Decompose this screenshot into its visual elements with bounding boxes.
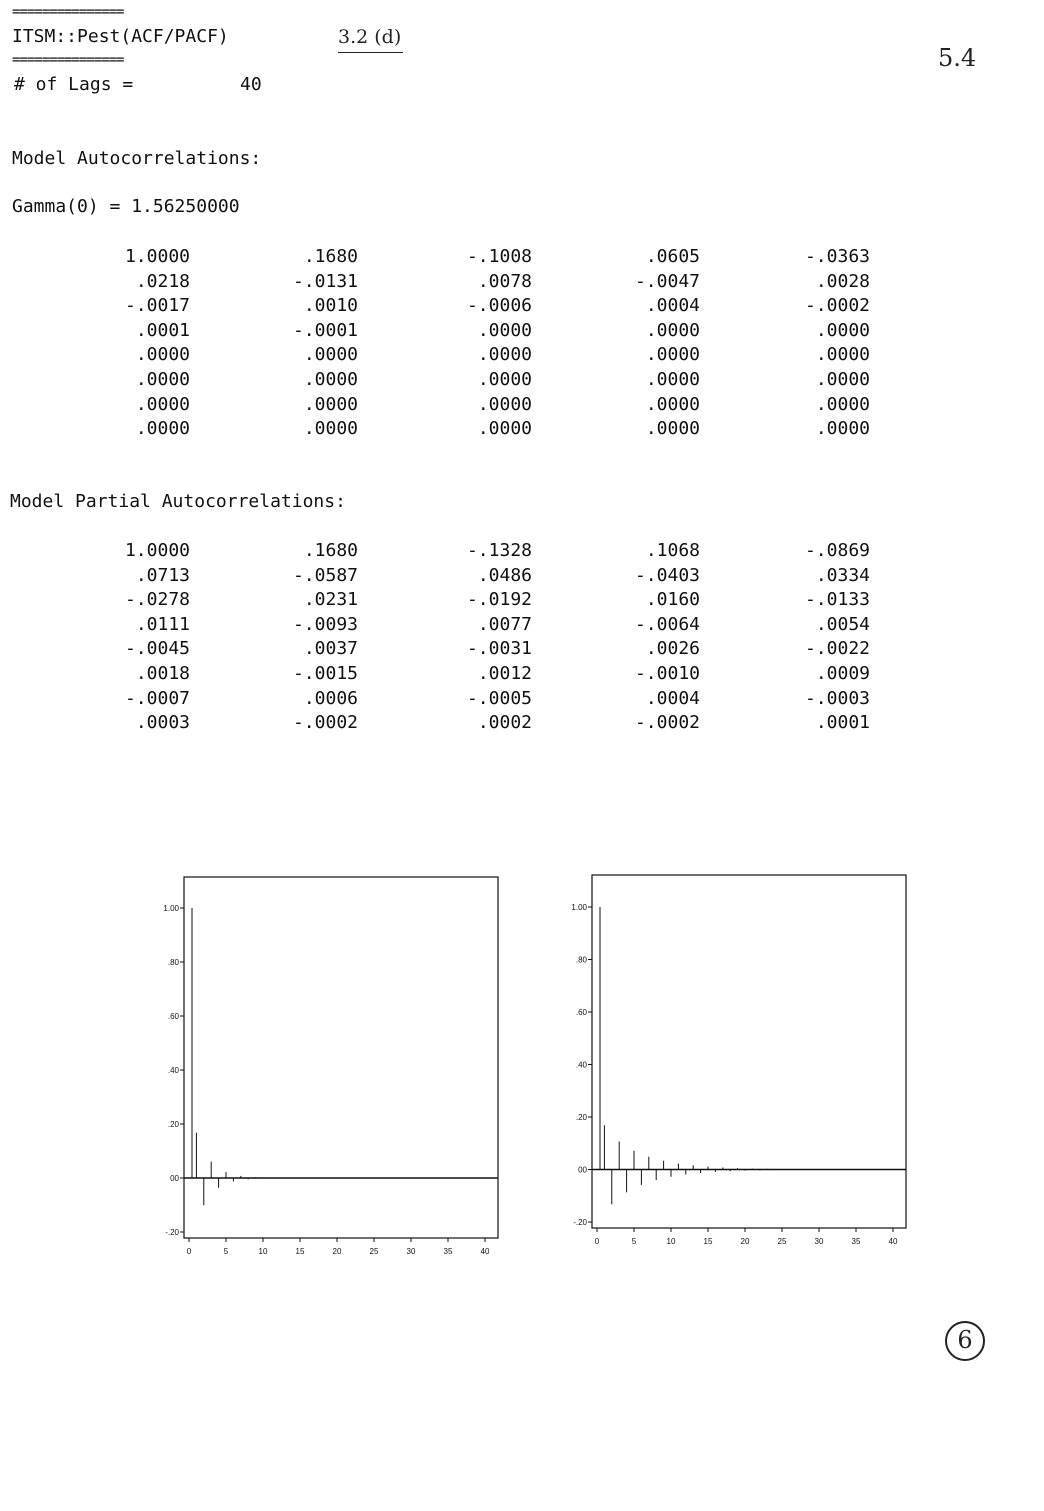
pacf-cell: -.0093 <box>292 613 358 635</box>
acf-cell: .0000 <box>815 319 870 341</box>
acf-cell: .0218 <box>135 270 190 292</box>
acf-row <box>60 245 880 270</box>
pacf-row <box>60 662 880 687</box>
pacf-cell: -.1328 <box>466 540 532 561</box>
acf-cell: -.0001 <box>292 319 358 341</box>
y-tick-label: .20 <box>575 1113 587 1122</box>
y-tick-label: .20 <box>167 1120 179 1129</box>
pacf-cell: -.0045 <box>124 638 190 660</box>
y-tick-label: -.20 <box>165 1228 179 1237</box>
pacf-cell: .0486 <box>477 564 532 586</box>
x-tick-label: 5 <box>631 1237 637 1246</box>
pacf-cell: .0003 <box>135 712 190 734</box>
y-tick-label: 00 <box>578 1165 587 1175</box>
y-tick-label: .60 <box>575 1008 587 1017</box>
x-tick-label: 25 <box>369 1247 379 1256</box>
x-tick-label: 20 <box>740 1237 750 1246</box>
acf-table <box>60 245 880 442</box>
acf-cell: .0000 <box>815 368 870 390</box>
pacf-cell: .0001 <box>815 712 870 734</box>
lags-value: 40 <box>240 74 262 95</box>
pacf-cell: .0026 <box>645 638 700 660</box>
pacf-cell: .0334 <box>815 564 870 586</box>
x-tick-label: 35 <box>851 1237 861 1246</box>
header-rule-bottom: =============== <box>12 52 124 68</box>
header-rule-top: =============== <box>12 4 124 20</box>
pacf-cell: -.0278 <box>124 589 190 611</box>
acf-cell: .0000 <box>303 344 358 366</box>
page-number: 6 <box>945 1321 985 1361</box>
acf-chart <box>140 868 510 1258</box>
acf-cell: .0000 <box>135 393 190 415</box>
x-tick-label: 0 <box>186 1247 192 1256</box>
acf-cell: .0000 <box>477 393 532 415</box>
pacf-cell: -.0403 <box>634 564 700 586</box>
pacf-cell: .0006 <box>303 687 358 709</box>
acf-row <box>60 417 880 442</box>
pacf-cell: -.0002 <box>634 712 700 734</box>
x-tick-label: 15 <box>703 1237 713 1246</box>
pacf-cell: -.0007 <box>124 687 190 709</box>
acf-row <box>60 343 880 368</box>
pacf-chart <box>552 866 914 1258</box>
pacf-heading: Model Partial Autocorrelations: <box>10 491 346 512</box>
pacf-row <box>60 564 880 589</box>
acf-cell: .0000 <box>303 418 358 440</box>
acf-cell: .0000 <box>815 393 870 415</box>
x-tick-label: 10 <box>666 1237 676 1246</box>
pacf-cell: -.0010 <box>634 662 700 684</box>
acf-cell: .0000 <box>303 368 358 390</box>
pacf-row <box>60 637 880 662</box>
x-tick-label: 20 <box>332 1247 342 1256</box>
gamma-value: Gamma(0) = 1.56250000 <box>12 196 240 217</box>
y-tick-label: .80 <box>167 958 179 967</box>
pacf-cell: .0111 <box>135 613 190 635</box>
y-tick-label: .80 <box>575 955 587 965</box>
pacf-row <box>60 711 880 736</box>
acf-cell: .0000 <box>477 344 532 366</box>
pacf-cell: .0018 <box>135 662 190 684</box>
acf-cell: 1.0000 <box>124 246 190 267</box>
acf-cell: .0000 <box>477 319 532 341</box>
acf-cell: .0000 <box>135 344 190 366</box>
pacf-row <box>60 613 880 638</box>
pacf-cell: -.0002 <box>292 712 358 734</box>
acf-cell: .0000 <box>645 344 700 366</box>
pacf-cell: .0077 <box>477 613 532 635</box>
pacf-cell: -.0064 <box>634 613 700 635</box>
acf-cell: .0000 <box>645 368 700 390</box>
pacf-cell: -.0005 <box>466 687 532 709</box>
acf-cell: .0000 <box>645 319 700 341</box>
acf-cell: -.0017 <box>124 295 190 317</box>
x-tick-label: 25 <box>777 1237 787 1246</box>
plot-frame <box>184 877 498 1238</box>
acf-cell: .0000 <box>477 418 532 440</box>
y-tick-label: 1.00 <box>571 903 587 912</box>
pacf-cell: -.0192 <box>466 589 532 611</box>
x-tick-label: 30 <box>814 1237 824 1246</box>
x-tick-label: 0 <box>594 1237 600 1246</box>
acf-cell: .0000 <box>135 418 190 440</box>
plot-frame <box>592 875 906 1228</box>
acf-cell: .0000 <box>477 368 532 390</box>
y-tick-label: 1.00 <box>163 904 179 913</box>
pacf-cell: .0004 <box>645 687 700 709</box>
x-tick-label: 40 <box>480 1247 490 1256</box>
pacf-cell: -.0031 <box>466 638 532 660</box>
pacf-cell: .0012 <box>477 662 532 684</box>
acf-cell: .0000 <box>815 418 870 440</box>
acf-row <box>60 270 880 295</box>
acf-cell: .0004 <box>645 295 700 317</box>
x-tick-label: 30 <box>406 1247 416 1256</box>
acf-cell: -.0002 <box>804 295 870 317</box>
acf-cell: .0000 <box>815 344 870 366</box>
pacf-cell: -.0587 <box>292 564 358 586</box>
acf-cell: .0605 <box>645 246 700 267</box>
acf-row <box>60 319 880 344</box>
pacf-cell: -.0015 <box>292 662 358 684</box>
y-tick-label: .60 <box>167 1012 179 1021</box>
acf-cell: .0000 <box>135 368 190 390</box>
pacf-cell: 1.0000 <box>124 540 190 561</box>
pacf-cell: .0160 <box>645 589 700 611</box>
x-tick-label: 35 <box>443 1247 453 1256</box>
pacf-cell: -.0869 <box>804 540 870 561</box>
y-tick-label: .40 <box>167 1066 179 1075</box>
pacf-cell: .0037 <box>303 638 358 660</box>
x-tick-label: 40 <box>888 1237 898 1246</box>
acf-cell: .0001 <box>135 319 190 341</box>
page-mark: 5.4 <box>938 44 977 72</box>
acf-cell: .0010 <box>303 295 358 317</box>
pacf-cell: -.0133 <box>804 589 870 611</box>
acf-cell: -.1008 <box>466 246 532 267</box>
y-tick-label: .40 <box>575 1060 587 1070</box>
x-tick-label: 15 <box>295 1247 305 1256</box>
pacf-cell: .0231 <box>303 589 358 611</box>
pacf-cell: .0002 <box>477 712 532 734</box>
pacf-cell: .0054 <box>815 613 870 635</box>
acf-row <box>60 294 880 319</box>
acf-heading: Model Autocorrelations: <box>12 148 262 169</box>
acf-cell: .0078 <box>477 270 532 292</box>
acf-cell: -.0131 <box>292 270 358 292</box>
page-title: ITSM::Pest(ACF/PACF) <box>12 26 229 47</box>
acf-row <box>60 393 880 418</box>
lags-label: # of Lags = <box>14 74 134 95</box>
handwritten-annotation: 3.2 (d) <box>338 26 403 53</box>
pacf-row <box>60 539 880 564</box>
acf-cell: .0028 <box>815 270 870 292</box>
acf-cell: -.0006 <box>466 295 532 317</box>
acf-cell: .1680 <box>303 246 358 267</box>
pacf-cell: .1680 <box>303 540 358 561</box>
acf-row <box>60 368 880 393</box>
acf-cell: .0000 <box>303 393 358 415</box>
pacf-table <box>60 539 880 736</box>
pacf-row <box>60 687 880 712</box>
pacf-cell: -.0003 <box>804 687 870 709</box>
y-tick-label: 00 <box>170 1174 179 1183</box>
acf-cell: -.0363 <box>804 246 870 267</box>
x-tick-label: 10 <box>258 1247 268 1256</box>
pacf-cell: .0009 <box>815 662 870 684</box>
pacf-cell: .0713 <box>135 564 190 586</box>
acf-cell: .0000 <box>645 393 700 415</box>
pacf-cell: -.0022 <box>804 638 870 660</box>
pacf-row <box>60 588 880 613</box>
acf-cell: .0000 <box>645 418 700 440</box>
pacf-cell: .1068 <box>645 540 700 561</box>
y-tick-label: -.20 <box>573 1218 587 1227</box>
x-tick-label: 5 <box>223 1247 229 1256</box>
acf-cell: -.0047 <box>634 270 700 292</box>
